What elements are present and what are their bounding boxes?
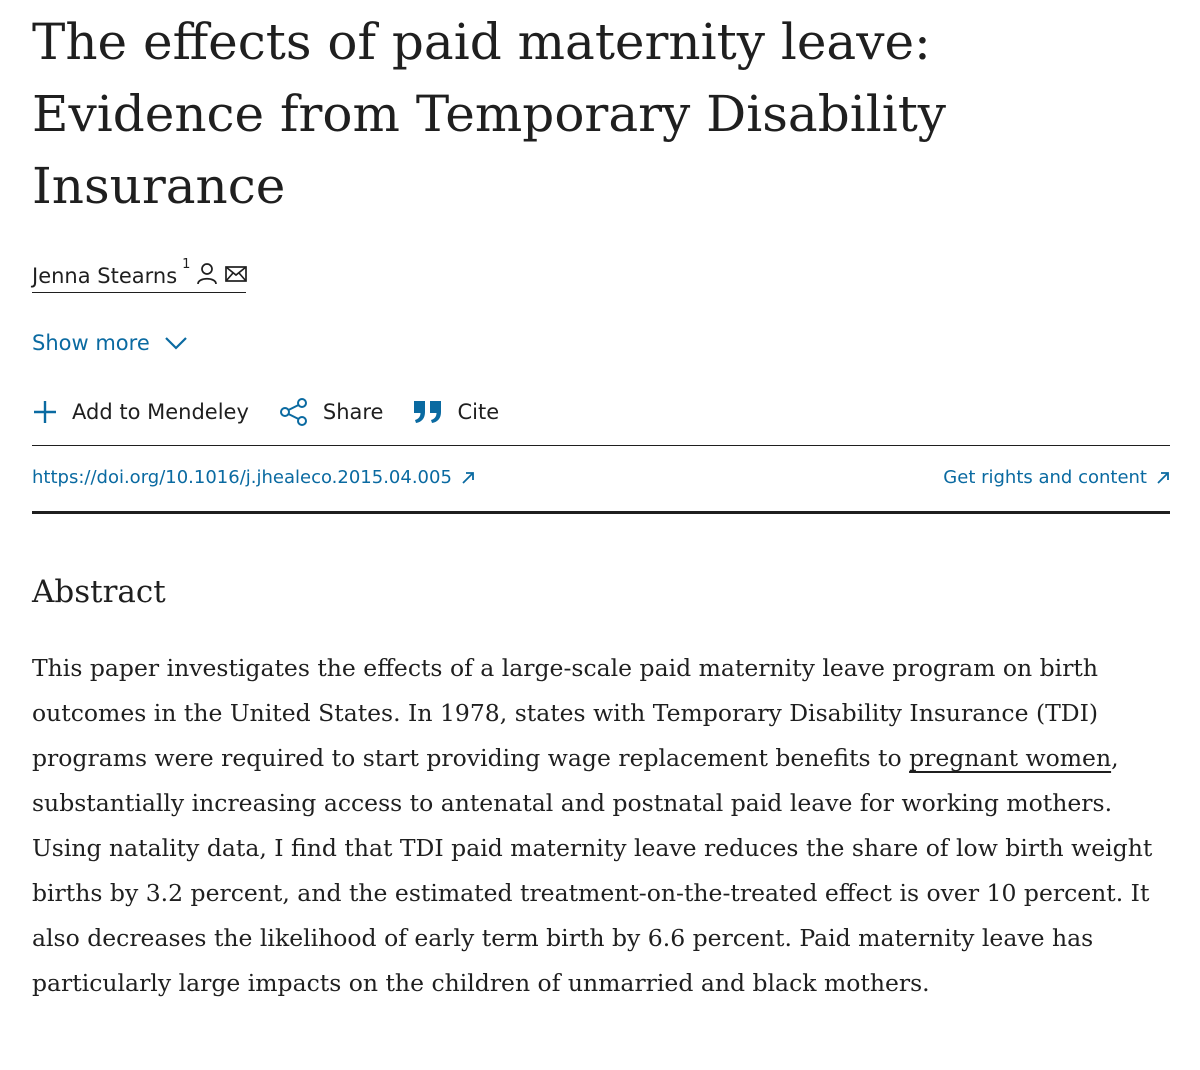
abstract-text: [32, 646, 1172, 1006]
abstract-text-part1: This paper investigates the effects of a large-scale paid maternity leave program on birth outcomes in the United States. In 1978, states with Temporary Disability Insurance (TDI) programs were required to start providing wage replacement benefits to: [32, 654, 1099, 772]
article-page: [32, 0, 1170, 1006]
doi-row: [32, 446, 1170, 514]
show-more-label: Show more: [32, 331, 150, 355]
plus-icon: [32, 399, 58, 425]
add-to-mendeley-button[interactable]: [32, 398, 249, 426]
abstract-text-part2: , substantially increasing access to antenatal and postnatal paid leave for working mothers. Using natality data, I find that TDI paid maternity leave reduces the share of low birth weight births by 3.2 percent, and the estimated treatment-on-the-treated effect is over 10 percent. It also decreases the likelihood of early term birth by 6.6 percent. Paid maternity leave has particularly large impacts on the children of unmarried and black mothers.: [32, 744, 1153, 997]
share-button[interactable]: [279, 397, 384, 427]
external-link-icon: [1156, 471, 1170, 485]
abstract-heading: Abstract: [32, 574, 166, 610]
pregnant-women-link[interactable]: pregnant women: [909, 744, 1112, 772]
share-icon: [279, 397, 309, 427]
author-button[interactable]: [32, 257, 246, 293]
cite-label: Cite: [457, 400, 500, 424]
article-title: The effects of paid maternity leave: Evidence from Temporary Disability Insurance: [32, 13, 947, 215]
show-more-button[interactable]: [32, 329, 1170, 357]
chevron-down-icon: [164, 335, 188, 351]
external-link-icon: [461, 471, 475, 485]
person-icon: [196, 262, 218, 284]
rights-link[interactable]: [943, 466, 1170, 490]
add-to-mendeley-label: Add to Mendeley: [72, 400, 249, 424]
share-label: Share: [322, 400, 384, 424]
quote-icon: [413, 399, 443, 425]
author-name: Jenna Stearns: [32, 264, 178, 288]
envelope-icon: [224, 262, 246, 284]
cite-button[interactable]: [413, 398, 499, 426]
rights-link-text: Get rights and content: [943, 467, 1147, 488]
author-affiliation-mark: 1: [182, 257, 191, 272]
doi-link[interactable]: [32, 466, 475, 490]
doi-link-text: https://doi.org/10.1016/j.jhealeco.2015.04.005: [32, 467, 452, 488]
article-toolbar: [32, 397, 1170, 446]
